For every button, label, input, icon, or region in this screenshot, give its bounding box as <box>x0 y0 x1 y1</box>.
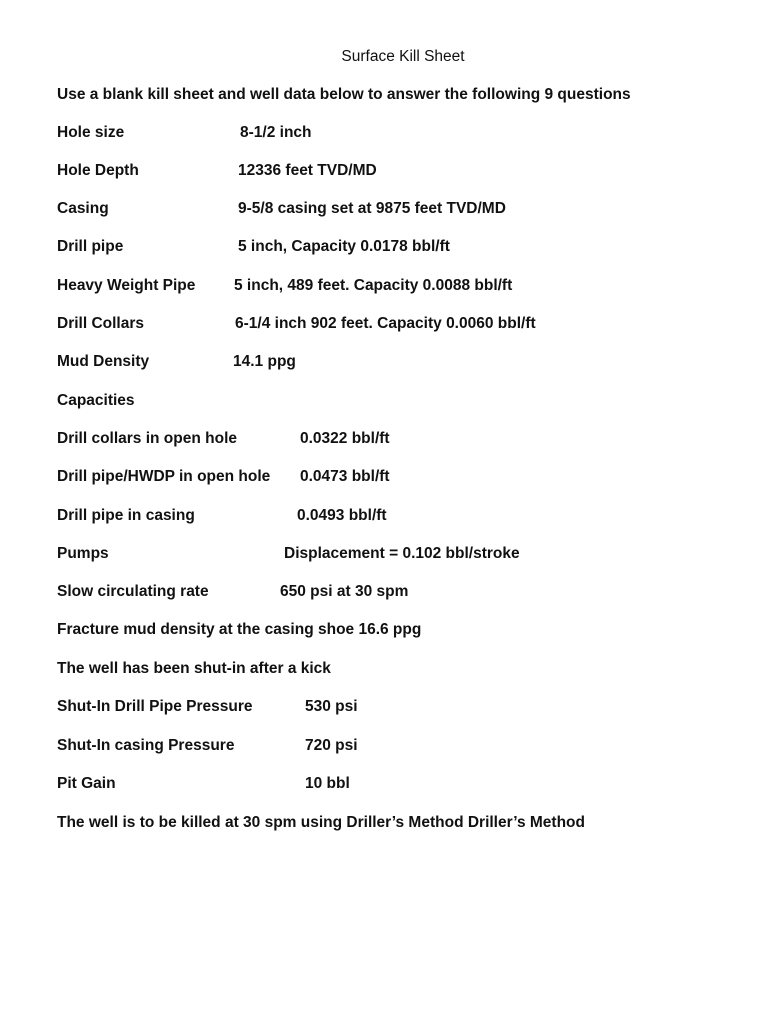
row-value: 0.0322 bbl/ft <box>300 430 390 447</box>
shut-in-row-sicp <box>0 737 768 759</box>
row-value: 10 bbl <box>305 775 350 792</box>
fracture-density-text: Fracture mud density at the casing shoe 16.6 ppg <box>57 621 422 638</box>
row-value: 12336 feet TVD/MD <box>238 162 377 179</box>
capacity-row-collars-open-hole <box>0 430 768 452</box>
capacities-heading: Capacities <box>57 392 135 409</box>
row-value: 5 inch, 489 feet. Capacity 0.0088 bbl/ft <box>234 277 513 294</box>
well-data-row-hole-depth <box>0 162 768 184</box>
row-label: Pumps <box>57 545 109 562</box>
shut-in-note: The well has been shut-in after a kick <box>57 660 331 677</box>
row-label: Drill Collars <box>57 315 144 332</box>
row-label: Pit Gain <box>57 775 116 792</box>
capacity-row-pipe-open-hole <box>0 468 768 490</box>
row-label: Shut-In casing Pressure <box>57 737 235 754</box>
row-label: Hole Depth <box>57 162 139 179</box>
row-value: 650 psi at 30 spm <box>280 583 409 600</box>
capacity-row-pipe-in-casing <box>0 507 768 529</box>
shut-in-row-sidpp <box>0 698 768 720</box>
row-value: 9-5/8 casing set at 9875 feet TVD/MD <box>238 200 506 217</box>
row-value: 0.0493 bbl/ft <box>297 507 387 524</box>
row-label: Shut-In Drill Pipe Pressure <box>57 698 253 715</box>
row-value: 14.1 ppg <box>233 353 296 370</box>
row-value: 6-1/4 inch 902 feet. Capacity 0.0060 bbl/ft <box>235 315 536 332</box>
row-label: Drill pipe/HWDP in open hole <box>57 468 271 485</box>
row-label: Heavy Weight Pipe <box>57 277 196 294</box>
row-label: Mud Density <box>57 353 150 370</box>
pumps-row <box>0 545 768 567</box>
well-data-row-mud-density <box>0 353 768 375</box>
row-label: Casing <box>57 200 109 217</box>
row-label: Drill pipe in casing <box>57 507 195 524</box>
row-value: Displacement = 0.102 bbl/stroke <box>284 545 520 562</box>
row-value: 8-1/2 inch <box>240 124 312 141</box>
well-data-row-drill-collars <box>0 315 768 337</box>
shut-in-row-pit-gain <box>0 775 768 797</box>
well-data-row-casing <box>0 200 768 222</box>
row-value: 530 psi <box>305 698 358 715</box>
row-label: Hole size <box>57 124 125 141</box>
intro-text: Use a blank kill sheet and well data below to answer the following 9 questions <box>57 86 631 103</box>
kill-method-note: The well is to be killed at 30 spm using Driller’s Method Driller’s Method <box>57 814 585 831</box>
well-data-row-heavy-weight-pipe <box>0 277 768 299</box>
row-label: Drill pipe <box>57 238 124 255</box>
row-value: 0.0473 bbl/ft <box>300 468 390 485</box>
well-data-row-hole-size <box>0 124 768 146</box>
row-value: 5 inch, Capacity 0.0178 bbl/ft <box>238 238 450 255</box>
slow-rate-row <box>0 583 768 605</box>
page-title: Surface Kill Sheet <box>341 48 465 65</box>
row-label: Drill collars in open hole <box>57 430 238 447</box>
row-value: 720 psi <box>305 737 358 754</box>
row-label: Slow circulating rate <box>57 583 209 600</box>
well-data-row-drill-pipe <box>0 238 768 260</box>
